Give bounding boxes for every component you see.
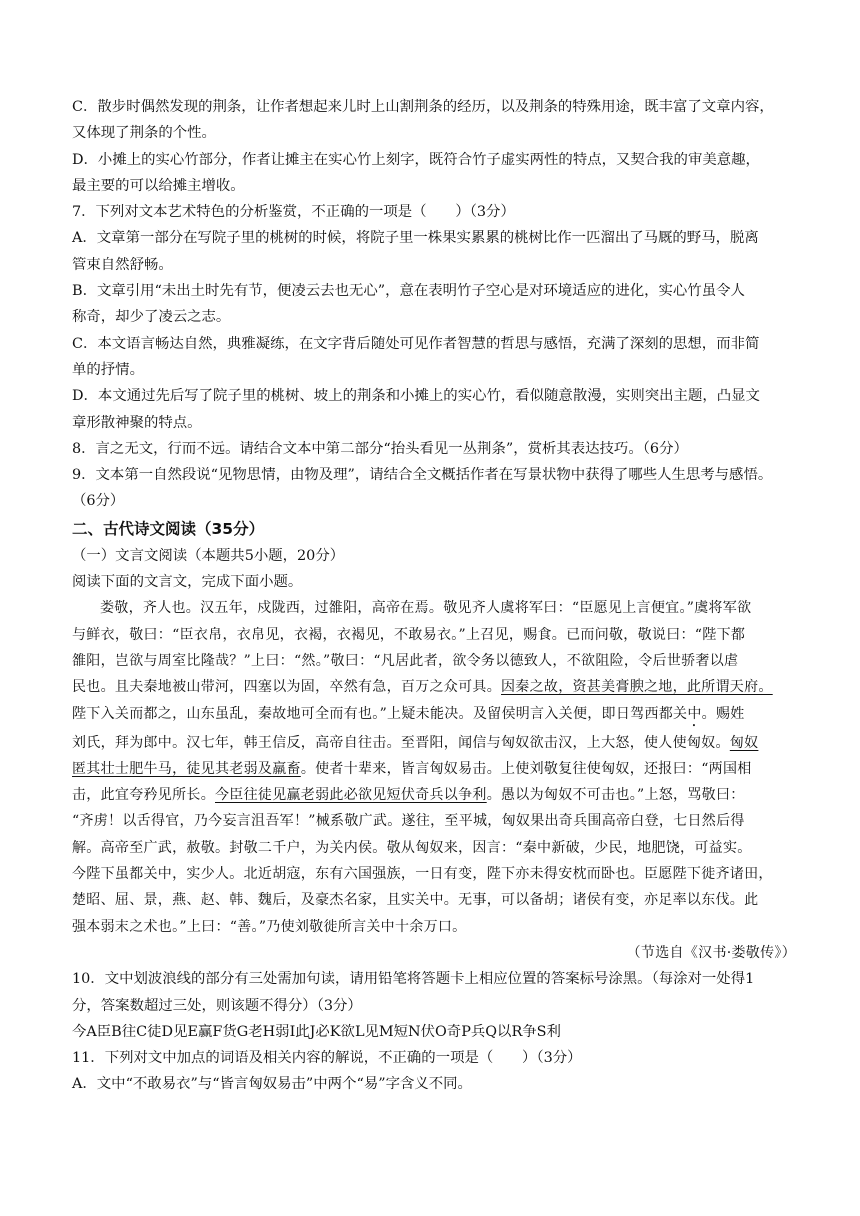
- exam-page: [72, 94, 796, 1098]
- q7-option-d-line1: D．本文通过先后写了院子里的桃树、坡上的荆条和小摊上的实心竹，看似随意散漫，实则突出主题，凸显文: [72, 388, 760, 405]
- passage-line: [72, 756, 796, 782]
- q7-option-c-line1: C．本文语言畅达自然，典雅凝练，在文字背后随处可见作者智慧的哲思与感悟，充满了深刻的思想，而非简: [72, 335, 760, 352]
- q10-options: 今A臣B往C徒D见E赢F货G老H弱I此J必K欲L见M短N伏O奇P兵Q以R争S利: [72, 1023, 561, 1040]
- passage-text: 。使者十辈来，皆言匈奴易击。上使刘敬复往使匈奴，还报曰：“两国相: [300, 760, 752, 777]
- q6-option-c-line2: 又体现了荆条的个性。: [72, 125, 216, 142]
- passage-line: [72, 701, 796, 730]
- passage-text: 民也。且夫秦地被山带河，四塞以为固，卒然有急，百万之众可具。: [72, 679, 501, 696]
- passage-line: 楚昭、屈、景，燕、赵、韩、魏后，及豪杰名家，且实关中。无事，可以备胡；诸侯有变，亦足率以东伐。此: [72, 892, 759, 909]
- q7-option-d-line2: 章形散神聚的特点。: [72, 414, 202, 431]
- passage-line: [72, 782, 796, 808]
- passage-line: 与鲜衣，敬曰：“臣衣帛，衣帛见，衣褐，衣褐见，不敢易衣。”上召见，赐食。已而问敬，敬说曰：“陛下都: [72, 626, 746, 643]
- passage-text: 刘氏，拜为郎中。汉七年，韩王信反，高帝自往击。至晋阳，闻信与匈奴欲击汉，上大怒，使人使匈奴。: [72, 734, 730, 751]
- passage-line: [72, 674, 796, 700]
- q8: 8．言之无文，行而不远。请结合文本中第二部分“抬头看见一丛荆条”，赏析其表达技巧。（6分）: [72, 440, 688, 457]
- passage-line: 今陛下虽都关中，实少人。北近胡寇，东有六国强族，一日有变，陛下亦未得安枕而卧也。臣愿陛下徙齐诸田，: [72, 866, 773, 883]
- passage-text: 陛下入关而都之，山东虽乱，秦故地可全而有也。”上疑未能决。及留侯明言入关便，即日驾西都关: [72, 705, 688, 722]
- q10-line1: 10．文中划波浪线的部分有三处需加句读，请用铅笔将答题卡上相应位置的答案标号涂黑。（每涂对一处得1: [72, 971, 755, 988]
- classical-passage: [72, 595, 796, 966]
- underlined-sentence: 匈奴: [729, 734, 759, 751]
- underlined-sentence: 因秦之故，资甚美膏腴之地，此所谓天府。: [501, 679, 773, 696]
- q6-option-d-line1: D．小摊上的实心竹部分，作者让摊主在实心竹上刻字，既符合竹子虚实两性的特点，又契合我的审美意趣，: [72, 151, 760, 168]
- subsection-1-title: （一）文言文阅读（本题共5小题，20分）: [72, 547, 345, 564]
- q9-line1: 9．文本第一自然段说“见物思情，由物及理”，请结合全文概括作者在写景状物中获得了哪些人生思考与感悟。: [72, 467, 773, 484]
- q10-line2: 分，答案数超过三处，则该题不得分）（3分）: [72, 997, 362, 1014]
- q11-option-a: A．文中“不敢易衣”与“皆言匈奴易击”中两个“易”字含义不同。: [72, 1076, 472, 1093]
- q9-line2: （6分）: [72, 493, 125, 510]
- section-2-title: 二、古代诗文阅读（35分）: [72, 519, 265, 538]
- passage-text: 。愚以为匈奴不可击也。”上怒，骂敬曰：: [486, 787, 745, 804]
- passage-line: [72, 730, 796, 756]
- q7-option-a-line1: A．文章第一部分在写院子里的桃树的时候，将院子里一株果实累累的桃树比作一匹溜出了马厩的野马，脱离: [72, 230, 759, 247]
- q6-option-c-line1: C．散步时偶然发现的荆条，让作者想起来儿时上山割荆条的经历，以及荆条的特殊用途，既丰富了文章内容，: [72, 99, 774, 115]
- dotted-word: 中: [687, 705, 702, 722]
- q11-stem: 11．下列对文中加点的词语及相关内容的解说，不正确的一项是（ ）（3分）: [72, 1050, 582, 1067]
- reading-instruction: 阅读下面的文言文，完成下面小题。: [72, 574, 303, 591]
- passage-text: 击，此宜夸矜见所长。: [72, 787, 215, 804]
- passage-source: （节选自《汉书·娄敬传》）: [626, 944, 796, 961]
- wavy-underlined-sentence: 今臣往徒见赢老弱此必欲见短伏奇兵以争利: [215, 787, 487, 804]
- q7-option-a-line2: 管束自然舒畅。: [72, 256, 173, 273]
- q7-option-b-line2: 称奇，却少了凌云之志。: [72, 309, 231, 326]
- underlined-sentence: 匿其壮士肥牛马，徒见其老弱及羸畜: [72, 760, 301, 777]
- q6-option-d-line2: 最主要的可以给摊主增收。: [72, 177, 245, 194]
- passage-line: 解。高帝至广武，赦敬。封敬二千户，为关内侯。敬从匈奴来，因言：“秦中新破，少民，地肥饶，可益实。: [72, 839, 752, 856]
- passage-line: 强本弱末之术也。”上曰：“善。”乃使刘敬徙所言关中十余万口。: [72, 918, 467, 935]
- passage-text: 。赐姓: [701, 705, 745, 722]
- q7-stem: 7．下列对文本艺术特色的分析鉴赏，不正确的一项是（ ）（3分）: [72, 204, 515, 221]
- passage-line: “齐虏！以舌得官，乃今妄言沮吾军！”械系敬广武。遂往，至平城，匈奴果出奇兵围高帝白登，七日然后得: [72, 813, 745, 830]
- passage-line: 雒阳，岂欲与周室比隆哉？”上曰：“然。”敬曰：“凡居此者，欲令务以德致人，不欲阻险，令后世骄奢以虐: [72, 652, 739, 669]
- passage-line: 娄敬，齐人也。汉五年，戍陇西，过雒阳，高帝在焉。敬见齐人虞将军曰：“臣愿见上言便宜。”虞将军欲: [100, 600, 752, 617]
- q7-option-b-line1: B．文章引用“未出土时先有节，便凌云去也无心”，意在表明竹子空心是对环境适应的进化，实心竹虽令人: [72, 283, 745, 300]
- q7-option-c-line2: 单的抒情。: [72, 361, 144, 378]
